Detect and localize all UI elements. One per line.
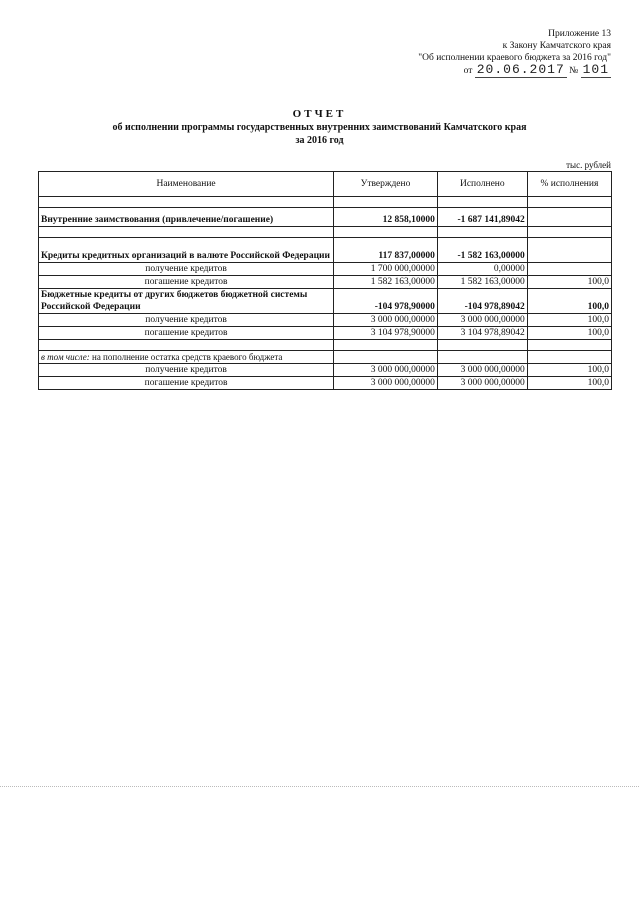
row-executed: 3 104 978,89042 (437, 327, 527, 340)
row-approved: 1 700 000,00000 (334, 263, 438, 276)
table-row (39, 364, 612, 377)
table-header-row (39, 172, 612, 197)
table-row (39, 238, 612, 263)
row-name-text: на пополнение остатка средств краевого бюджета (92, 352, 283, 362)
table-row (39, 276, 612, 289)
row-approved: 3 104 978,90000 (334, 327, 438, 340)
table-row (39, 377, 612, 390)
row-executed: -104 978,89042 (437, 289, 527, 314)
appendix-title-line: "Об исполнении краевого бюджета за 2016 год" (418, 53, 611, 63)
row-percent (527, 351, 611, 364)
spacer-row (39, 197, 612, 208)
table-row (39, 327, 612, 340)
row-approved: 3 000 000,00000 (334, 377, 438, 390)
report-period: за 2016 год (295, 135, 344, 146)
row-percent (527, 263, 611, 276)
spacer-row (39, 227, 612, 238)
spacer-row (39, 340, 612, 351)
table-row (39, 263, 612, 276)
row-percent: 100,0 (527, 377, 611, 390)
row-approved: 12 858,10000 (334, 208, 438, 227)
row-name: получение кредитов (39, 314, 334, 327)
table-row (39, 351, 612, 364)
row-executed (437, 351, 527, 364)
row-name: погашение кредитов (39, 377, 334, 390)
units-label: тыс. рублей (566, 160, 611, 170)
title-block (0, 108, 639, 146)
row-executed: 3 000 000,00000 (437, 314, 527, 327)
row-executed: 3 000 000,00000 (437, 377, 527, 390)
row-name: получение кредитов (39, 263, 334, 276)
row-name: Кредиты кредитных организаций в валюте Российской Федерации (39, 238, 334, 263)
row-percent: 100,0 (527, 289, 611, 314)
table-row (39, 314, 612, 327)
appendix-date-line (331, 64, 611, 77)
row-name (39, 351, 334, 364)
column-header-percent: % исполнения (527, 172, 611, 197)
date-prefix: от (463, 66, 473, 76)
row-name-prefix: в том числе: (41, 352, 90, 362)
row-name: Бюджетные кредиты от других бюджетов бюджетной системы Российской Федерации (39, 289, 334, 314)
row-name: получение кредитов (39, 364, 334, 377)
row-approved: 3 000 000,00000 (334, 364, 438, 377)
row-executed: 1 582 163,00000 (437, 276, 527, 289)
column-header-executed: Исполнено (437, 172, 527, 197)
row-executed: 3 000 000,00000 (437, 364, 527, 377)
report-subtitle: об исполнении программы государственных внутренних заимствований Камчатского края (112, 122, 527, 133)
table-row (39, 289, 612, 314)
row-approved (334, 351, 438, 364)
row-approved: 117 837,00000 (334, 238, 438, 263)
row-approved: 3 000 000,00000 (334, 314, 438, 327)
column-header-approved: Утверждено (334, 172, 438, 197)
row-percent: 100,0 (527, 364, 611, 377)
row-percent: 100,0 (527, 314, 611, 327)
table-row (39, 208, 612, 227)
row-percent (527, 238, 611, 263)
report-table (38, 171, 612, 390)
row-name: погашение кредитов (39, 327, 334, 340)
page-fold-line (0, 786, 639, 787)
row-executed: 0,00000 (437, 263, 527, 276)
row-approved: -104 978,90000 (334, 289, 438, 314)
column-header-name: Наименование (39, 172, 334, 197)
number-prefix: № (569, 66, 579, 76)
row-percent (527, 208, 611, 227)
row-percent: 100,0 (527, 327, 611, 340)
date-value: 20.06.2017 (476, 62, 565, 77)
row-name: погашение кредитов (39, 276, 334, 289)
number-value: 101 (582, 62, 609, 77)
appendix-law-line: к Закону Камчатского края (502, 41, 611, 51)
row-executed: -1 582 163,00000 (437, 238, 527, 263)
row-approved: 1 582 163,00000 (334, 276, 438, 289)
row-executed: -1 687 141,89042 (437, 208, 527, 227)
appendix-block (331, 28, 611, 77)
report-title: ОТЧЕТ (292, 108, 347, 120)
row-percent: 100,0 (527, 276, 611, 289)
appendix-line: Приложение 13 (548, 29, 611, 39)
row-name: Внутренние заимствования (привлечение/погашение) (39, 208, 334, 227)
